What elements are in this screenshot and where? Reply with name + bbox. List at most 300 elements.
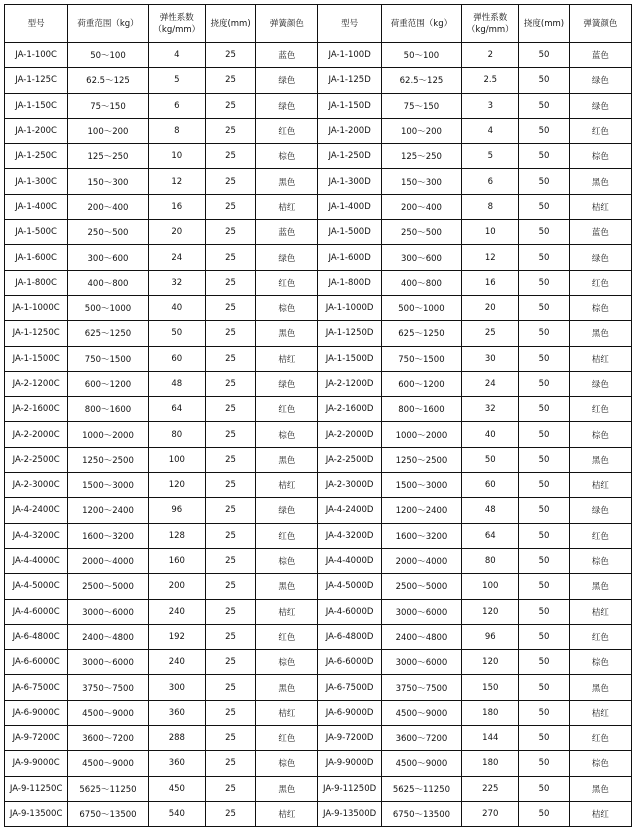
table-row bbox=[5, 397, 632, 422]
cell-load-range-c: 200～400 bbox=[68, 194, 148, 219]
cell-load-range-d: 3750～7500 bbox=[381, 675, 461, 700]
cell-spring-rate-c: 8 bbox=[148, 118, 205, 143]
cell-spring-rate-d: 120 bbox=[462, 599, 519, 624]
cell-model-c: JA-1-500C bbox=[5, 220, 68, 245]
cell-spring-color-c: 黑色 bbox=[256, 321, 318, 346]
cell-load-range-d: 2500～5000 bbox=[381, 574, 461, 599]
cell-spring-rate-d: 40 bbox=[462, 422, 519, 447]
cell-deflection-d: 50 bbox=[519, 422, 569, 447]
cell-load-range-d: 50～100 bbox=[381, 43, 461, 68]
cell-load-range-c: 750～1500 bbox=[68, 346, 148, 371]
cell-deflection-c: 25 bbox=[205, 245, 255, 270]
cell-load-range-d: 625～1250 bbox=[381, 321, 461, 346]
cell-model-c: JA-2-2500C bbox=[5, 447, 68, 472]
cell-load-range-d: 150～300 bbox=[381, 169, 461, 194]
cell-model-c: JA-1-100C bbox=[5, 43, 68, 68]
table-row bbox=[5, 422, 632, 447]
cell-spring-color-c: 桔红 bbox=[256, 473, 318, 498]
cell-model-d: JA-2-3000D bbox=[318, 473, 381, 498]
table-row bbox=[5, 220, 632, 245]
cell-deflection-d: 50 bbox=[519, 776, 569, 801]
cell-deflection-d: 50 bbox=[519, 675, 569, 700]
cell-spring-rate-d: 144 bbox=[462, 726, 519, 751]
cell-deflection-d: 50 bbox=[519, 650, 569, 675]
cell-spring-color-c: 蓝色 bbox=[256, 220, 318, 245]
cell-spring-rate-d: 4 bbox=[462, 118, 519, 143]
cell-load-range-d: 2000～4000 bbox=[381, 548, 461, 573]
cell-deflection-d: 50 bbox=[519, 447, 569, 472]
cell-deflection-d: 50 bbox=[519, 473, 569, 498]
table-row bbox=[5, 523, 632, 548]
cell-load-range-c: 100～200 bbox=[68, 118, 148, 143]
cell-load-range-d: 5625～11250 bbox=[381, 776, 461, 801]
cell-spring-color-d: 黑色 bbox=[569, 675, 631, 700]
cell-deflection-c: 25 bbox=[205, 169, 255, 194]
cell-spring-color-d: 棕色 bbox=[569, 144, 631, 169]
cell-model-d: JA-6-4800D bbox=[318, 624, 381, 649]
cell-deflection-c: 25 bbox=[205, 220, 255, 245]
cell-deflection-c: 25 bbox=[205, 700, 255, 725]
cell-model-c: JA-4-5000C bbox=[5, 574, 68, 599]
table-row bbox=[5, 118, 632, 143]
cell-model-d: JA-6-7500D bbox=[318, 675, 381, 700]
cell-spring-rate-d: 16 bbox=[462, 270, 519, 295]
cell-load-range-c: 2500～5000 bbox=[68, 574, 148, 599]
cell-load-range-c: 150～300 bbox=[68, 169, 148, 194]
cell-deflection-c: 25 bbox=[205, 43, 255, 68]
cell-model-d: JA-1-1000D bbox=[318, 295, 381, 320]
cell-load-range-c: 800～1600 bbox=[68, 397, 148, 422]
spring-spec-sheet bbox=[4, 4, 632, 827]
table-row bbox=[5, 245, 632, 270]
cell-model-c: JA-2-1200C bbox=[5, 371, 68, 396]
cell-spring-rate-c: 128 bbox=[148, 523, 205, 548]
cell-load-range-d: 2400～4800 bbox=[381, 624, 461, 649]
cell-deflection-d: 50 bbox=[519, 801, 569, 826]
cell-load-range-d: 3000～6000 bbox=[381, 650, 461, 675]
cell-deflection-c: 25 bbox=[205, 371, 255, 396]
table-row bbox=[5, 194, 632, 219]
cell-spring-rate-c: 10 bbox=[148, 144, 205, 169]
cell-load-range-d: 400～800 bbox=[381, 270, 461, 295]
cell-spring-color-c: 黑色 bbox=[256, 776, 318, 801]
cell-spring-rate-d: 120 bbox=[462, 650, 519, 675]
cell-spring-color-d: 棕色 bbox=[569, 751, 631, 776]
cell-spring-color-d: 红色 bbox=[569, 397, 631, 422]
cell-spring-rate-d: 3 bbox=[462, 93, 519, 118]
cell-spring-rate-c: 32 bbox=[148, 270, 205, 295]
cell-model-d: JA-9-7200D bbox=[318, 726, 381, 751]
cell-model-d: JA-4-4000D bbox=[318, 548, 381, 573]
cell-load-range-d: 125～250 bbox=[381, 144, 461, 169]
cell-load-range-c: 2400～4800 bbox=[68, 624, 148, 649]
cell-spring-rate-c: 40 bbox=[148, 295, 205, 320]
cell-load-range-d: 1000～2000 bbox=[381, 422, 461, 447]
cell-model-d: JA-1-200D bbox=[318, 118, 381, 143]
cell-load-range-c: 62.5～125 bbox=[68, 68, 148, 93]
cell-spring-color-c: 黑色 bbox=[256, 574, 318, 599]
header-load-range-d: 荷重范围（kg） bbox=[381, 5, 461, 43]
cell-spring-color-d: 桔红 bbox=[569, 801, 631, 826]
cell-spring-color-d: 黑色 bbox=[569, 321, 631, 346]
cell-load-range-c: 6750～13500 bbox=[68, 801, 148, 826]
cell-spring-color-d: 桔红 bbox=[569, 194, 631, 219]
cell-spring-rate-c: 200 bbox=[148, 574, 205, 599]
cell-deflection-d: 50 bbox=[519, 68, 569, 93]
cell-load-range-d: 750～1500 bbox=[381, 346, 461, 371]
cell-load-range-d: 3600～7200 bbox=[381, 726, 461, 751]
cell-spring-color-d: 红色 bbox=[569, 523, 631, 548]
cell-deflection-d: 50 bbox=[519, 371, 569, 396]
cell-deflection-d: 50 bbox=[519, 295, 569, 320]
cell-deflection-d: 50 bbox=[519, 321, 569, 346]
cell-spring-color-d: 红色 bbox=[569, 118, 631, 143]
cell-spring-rate-c: 96 bbox=[148, 498, 205, 523]
cell-spring-rate-d: 64 bbox=[462, 523, 519, 548]
cell-deflection-d: 50 bbox=[519, 118, 569, 143]
table-row bbox=[5, 473, 632, 498]
cell-model-d: JA-1-125D bbox=[318, 68, 381, 93]
table-row bbox=[5, 371, 632, 396]
cell-deflection-d: 50 bbox=[519, 245, 569, 270]
cell-spring-rate-d: 225 bbox=[462, 776, 519, 801]
cell-spring-color-d: 绿色 bbox=[569, 245, 631, 270]
cell-spring-rate-c: 5 bbox=[148, 68, 205, 93]
cell-load-range-c: 600～1200 bbox=[68, 371, 148, 396]
cell-spring-rate-c: 16 bbox=[148, 194, 205, 219]
cell-deflection-c: 25 bbox=[205, 295, 255, 320]
cell-load-range-c: 3000～6000 bbox=[68, 599, 148, 624]
cell-spring-color-d: 蓝色 bbox=[569, 220, 631, 245]
cell-model-c: JA-1-250C bbox=[5, 144, 68, 169]
cell-spring-rate-c: 300 bbox=[148, 675, 205, 700]
cell-deflection-c: 25 bbox=[205, 624, 255, 649]
cell-spring-color-d: 绿色 bbox=[569, 498, 631, 523]
table-row bbox=[5, 498, 632, 523]
cell-deflection-c: 25 bbox=[205, 422, 255, 447]
cell-model-c: JA-4-4000C bbox=[5, 548, 68, 573]
cell-model-c: JA-1-400C bbox=[5, 194, 68, 219]
cell-spring-rate-d: 12 bbox=[462, 245, 519, 270]
cell-spring-color-d: 棕色 bbox=[569, 650, 631, 675]
cell-spring-color-c: 绿色 bbox=[256, 68, 318, 93]
cell-model-c: JA-9-11250C bbox=[5, 776, 68, 801]
cell-spring-color-c: 棕色 bbox=[256, 144, 318, 169]
cell-spring-color-d: 黑色 bbox=[569, 574, 631, 599]
table-row bbox=[5, 650, 632, 675]
table-row bbox=[5, 574, 632, 599]
cell-spring-color-c: 红色 bbox=[256, 726, 318, 751]
cell-spring-color-c: 绿色 bbox=[256, 371, 318, 396]
cell-load-range-d: 3000～6000 bbox=[381, 599, 461, 624]
cell-deflection-c: 25 bbox=[205, 321, 255, 346]
table-row bbox=[5, 675, 632, 700]
cell-spring-rate-c: 360 bbox=[148, 751, 205, 776]
cell-load-range-d: 300～600 bbox=[381, 245, 461, 270]
cell-spring-rate-d: 180 bbox=[462, 700, 519, 725]
header-spring-color-d: 弹簧颜色 bbox=[569, 5, 631, 43]
cell-spring-rate-c: 240 bbox=[148, 599, 205, 624]
cell-spring-color-d: 绿色 bbox=[569, 93, 631, 118]
table-row bbox=[5, 68, 632, 93]
table-row bbox=[5, 93, 632, 118]
cell-model-c: JA-1-200C bbox=[5, 118, 68, 143]
cell-spring-rate-d: 270 bbox=[462, 801, 519, 826]
cell-spring-rate-c: 80 bbox=[148, 422, 205, 447]
cell-deflection-d: 50 bbox=[519, 751, 569, 776]
cell-spring-rate-d: 50 bbox=[462, 447, 519, 472]
cell-model-d: JA-2-1200D bbox=[318, 371, 381, 396]
header-deflection-c: 挠度(mm) bbox=[205, 5, 255, 43]
cell-load-range-c: 500～1000 bbox=[68, 295, 148, 320]
cell-model-d: JA-9-9000D bbox=[318, 751, 381, 776]
header-spring-rate-c: 弹性系数（kg/mm） bbox=[148, 5, 205, 43]
cell-spring-rate-c: 50 bbox=[148, 321, 205, 346]
cell-load-range-c: 1200～2400 bbox=[68, 498, 148, 523]
cell-load-range-c: 1500～3000 bbox=[68, 473, 148, 498]
header-spring-rate-d: 弹性系数（kg/mm） bbox=[462, 5, 519, 43]
header-spring-color-c: 弹簧颜色 bbox=[256, 5, 318, 43]
cell-load-range-c: 400～800 bbox=[68, 270, 148, 295]
cell-deflection-c: 25 bbox=[205, 118, 255, 143]
cell-load-range-d: 75～150 bbox=[381, 93, 461, 118]
cell-model-c: JA-4-2400C bbox=[5, 498, 68, 523]
cell-spring-color-d: 红色 bbox=[569, 270, 631, 295]
cell-spring-rate-d: 10 bbox=[462, 220, 519, 245]
table-row bbox=[5, 270, 632, 295]
cell-model-d: JA-6-9000D bbox=[318, 700, 381, 725]
cell-deflection-d: 50 bbox=[519, 700, 569, 725]
cell-spring-rate-c: 240 bbox=[148, 650, 205, 675]
cell-spring-color-c: 桔红 bbox=[256, 801, 318, 826]
cell-deflection-c: 25 bbox=[205, 675, 255, 700]
cell-spring-color-c: 绿色 bbox=[256, 498, 318, 523]
cell-deflection-c: 25 bbox=[205, 776, 255, 801]
cell-spring-color-c: 桔红 bbox=[256, 700, 318, 725]
cell-spring-color-c: 黑色 bbox=[256, 675, 318, 700]
cell-load-range-d: 500～1000 bbox=[381, 295, 461, 320]
cell-spring-color-d: 桔红 bbox=[569, 599, 631, 624]
cell-spring-color-d: 红色 bbox=[569, 726, 631, 751]
cell-model-d: JA-4-2400D bbox=[318, 498, 381, 523]
cell-spring-color-c: 黑色 bbox=[256, 169, 318, 194]
cell-model-c: JA-1-125C bbox=[5, 68, 68, 93]
cell-spring-rate-d: 2 bbox=[462, 43, 519, 68]
cell-load-range-d: 600～1200 bbox=[381, 371, 461, 396]
cell-deflection-d: 50 bbox=[519, 574, 569, 599]
cell-deflection-d: 50 bbox=[519, 548, 569, 573]
cell-spring-rate-d: 6 bbox=[462, 169, 519, 194]
cell-model-c: JA-1-600C bbox=[5, 245, 68, 270]
cell-spring-color-d: 黑色 bbox=[569, 447, 631, 472]
cell-spring-rate-c: 12 bbox=[148, 169, 205, 194]
cell-load-range-c: 4500～9000 bbox=[68, 751, 148, 776]
cell-deflection-d: 50 bbox=[519, 397, 569, 422]
header-row bbox=[5, 5, 632, 43]
cell-spring-rate-c: 48 bbox=[148, 371, 205, 396]
spring-spec-table bbox=[4, 4, 632, 827]
cell-load-range-d: 4500～9000 bbox=[381, 700, 461, 725]
cell-spring-rate-c: 24 bbox=[148, 245, 205, 270]
cell-spring-rate-c: 6 bbox=[148, 93, 205, 118]
cell-spring-color-c: 红色 bbox=[256, 624, 318, 649]
cell-model-d: JA-4-6000D bbox=[318, 599, 381, 624]
cell-deflection-d: 50 bbox=[519, 346, 569, 371]
cell-model-d: JA-9-13500D bbox=[318, 801, 381, 826]
cell-deflection-d: 50 bbox=[519, 144, 569, 169]
cell-deflection-c: 25 bbox=[205, 599, 255, 624]
cell-model-d: JA-2-2000D bbox=[318, 422, 381, 447]
cell-deflection-d: 50 bbox=[519, 93, 569, 118]
cell-load-range-d: 62.5～125 bbox=[381, 68, 461, 93]
cell-spring-color-c: 蓝色 bbox=[256, 43, 318, 68]
cell-load-range-c: 2000～4000 bbox=[68, 548, 148, 573]
cell-spring-rate-c: 288 bbox=[148, 726, 205, 751]
cell-deflection-c: 25 bbox=[205, 447, 255, 472]
cell-spring-rate-d: 32 bbox=[462, 397, 519, 422]
cell-spring-rate-c: 360 bbox=[148, 700, 205, 725]
table-row bbox=[5, 751, 632, 776]
cell-spring-rate-d: 20 bbox=[462, 295, 519, 320]
cell-spring-color-d: 棕色 bbox=[569, 422, 631, 447]
table-row bbox=[5, 700, 632, 725]
cell-model-d: JA-1-100D bbox=[318, 43, 381, 68]
table-row bbox=[5, 321, 632, 346]
cell-spring-color-c: 绿色 bbox=[256, 245, 318, 270]
cell-model-c: JA-2-2000C bbox=[5, 422, 68, 447]
cell-spring-rate-c: 120 bbox=[148, 473, 205, 498]
cell-load-range-c: 4500～9000 bbox=[68, 700, 148, 725]
cell-model-d: JA-1-150D bbox=[318, 93, 381, 118]
cell-model-c: JA-2-1600C bbox=[5, 397, 68, 422]
cell-load-range-d: 4500～9000 bbox=[381, 751, 461, 776]
table-body bbox=[5, 43, 632, 827]
cell-spring-color-c: 绿色 bbox=[256, 93, 318, 118]
cell-load-range-d: 200～400 bbox=[381, 194, 461, 219]
cell-load-range-d: 1500～3000 bbox=[381, 473, 461, 498]
table-row bbox=[5, 776, 632, 801]
cell-deflection-c: 25 bbox=[205, 397, 255, 422]
cell-spring-color-d: 桔红 bbox=[569, 473, 631, 498]
header-load-range-c: 荷重范围（kg） bbox=[68, 5, 148, 43]
cell-spring-rate-c: 20 bbox=[148, 220, 205, 245]
cell-deflection-c: 25 bbox=[205, 574, 255, 599]
cell-deflection-c: 25 bbox=[205, 523, 255, 548]
cell-deflection-c: 25 bbox=[205, 270, 255, 295]
cell-spring-rate-d: 180 bbox=[462, 751, 519, 776]
table-row bbox=[5, 801, 632, 826]
table-row bbox=[5, 599, 632, 624]
cell-spring-color-c: 红色 bbox=[256, 397, 318, 422]
cell-deflection-d: 50 bbox=[519, 523, 569, 548]
cell-deflection-c: 25 bbox=[205, 801, 255, 826]
cell-spring-rate-c: 64 bbox=[148, 397, 205, 422]
cell-model-d: JA-6-6000D bbox=[318, 650, 381, 675]
cell-spring-color-d: 桔红 bbox=[569, 346, 631, 371]
cell-spring-color-c: 棕色 bbox=[256, 650, 318, 675]
cell-spring-rate-c: 60 bbox=[148, 346, 205, 371]
cell-load-range-d: 250～500 bbox=[381, 220, 461, 245]
cell-deflection-c: 25 bbox=[205, 144, 255, 169]
cell-spring-color-d: 红色 bbox=[569, 624, 631, 649]
cell-model-c: JA-9-13500C bbox=[5, 801, 68, 826]
cell-load-range-c: 1600～3200 bbox=[68, 523, 148, 548]
cell-load-range-c: 3600～7200 bbox=[68, 726, 148, 751]
cell-model-c: JA-4-6000C bbox=[5, 599, 68, 624]
cell-model-c: JA-4-3200C bbox=[5, 523, 68, 548]
cell-spring-color-c: 红色 bbox=[256, 270, 318, 295]
table-row bbox=[5, 346, 632, 371]
cell-load-range-c: 3000～6000 bbox=[68, 650, 148, 675]
cell-model-c: JA-1-300C bbox=[5, 169, 68, 194]
cell-spring-rate-d: 2.5 bbox=[462, 68, 519, 93]
cell-deflection-c: 25 bbox=[205, 473, 255, 498]
cell-spring-rate-d: 96 bbox=[462, 624, 519, 649]
cell-deflection-c: 25 bbox=[205, 548, 255, 573]
cell-deflection-d: 50 bbox=[519, 624, 569, 649]
cell-model-d: JA-2-2500D bbox=[318, 447, 381, 472]
cell-deflection-d: 50 bbox=[519, 270, 569, 295]
cell-model-c: JA-6-7500C bbox=[5, 675, 68, 700]
cell-spring-color-c: 棕色 bbox=[256, 548, 318, 573]
cell-deflection-c: 25 bbox=[205, 751, 255, 776]
table-row bbox=[5, 295, 632, 320]
cell-model-d: JA-2-1600D bbox=[318, 397, 381, 422]
cell-model-c: JA-9-7200C bbox=[5, 726, 68, 751]
cell-load-range-c: 75～150 bbox=[68, 93, 148, 118]
cell-load-range-c: 1250～2500 bbox=[68, 447, 148, 472]
table-row bbox=[5, 169, 632, 194]
cell-model-d: JA-1-400D bbox=[318, 194, 381, 219]
cell-deflection-d: 50 bbox=[519, 43, 569, 68]
table-row bbox=[5, 624, 632, 649]
cell-model-c: JA-1-1000C bbox=[5, 295, 68, 320]
cell-deflection-d: 50 bbox=[519, 726, 569, 751]
cell-spring-rate-c: 540 bbox=[148, 801, 205, 826]
cell-spring-rate-c: 192 bbox=[148, 624, 205, 649]
cell-deflection-c: 25 bbox=[205, 194, 255, 219]
cell-deflection-c: 25 bbox=[205, 346, 255, 371]
cell-model-d: JA-1-250D bbox=[318, 144, 381, 169]
cell-spring-color-d: 黑色 bbox=[569, 776, 631, 801]
table-row bbox=[5, 43, 632, 68]
cell-model-c: JA-2-3000C bbox=[5, 473, 68, 498]
cell-model-d: JA-1-600D bbox=[318, 245, 381, 270]
cell-spring-color-d: 黑色 bbox=[569, 169, 631, 194]
cell-deflection-d: 50 bbox=[519, 498, 569, 523]
cell-spring-color-c: 红色 bbox=[256, 118, 318, 143]
cell-model-d: JA-1-500D bbox=[318, 220, 381, 245]
cell-load-range-d: 100～200 bbox=[381, 118, 461, 143]
cell-spring-color-c: 棕色 bbox=[256, 422, 318, 447]
cell-deflection-d: 50 bbox=[519, 599, 569, 624]
cell-spring-color-c: 棕色 bbox=[256, 295, 318, 320]
header-model-d: 型号 bbox=[318, 5, 381, 43]
cell-spring-color-c: 棕色 bbox=[256, 751, 318, 776]
cell-load-range-c: 625～1250 bbox=[68, 321, 148, 346]
cell-deflection-c: 25 bbox=[205, 726, 255, 751]
cell-load-range-c: 50～100 bbox=[68, 43, 148, 68]
cell-model-d: JA-1-300D bbox=[318, 169, 381, 194]
cell-spring-rate-c: 450 bbox=[148, 776, 205, 801]
cell-model-d: JA-1-1250D bbox=[318, 321, 381, 346]
cell-load-range-d: 1250～2500 bbox=[381, 447, 461, 472]
cell-spring-color-d: 桔红 bbox=[569, 700, 631, 725]
cell-deflection-c: 25 bbox=[205, 68, 255, 93]
table-row bbox=[5, 726, 632, 751]
cell-spring-color-c: 桔红 bbox=[256, 194, 318, 219]
cell-load-range-c: 250～500 bbox=[68, 220, 148, 245]
